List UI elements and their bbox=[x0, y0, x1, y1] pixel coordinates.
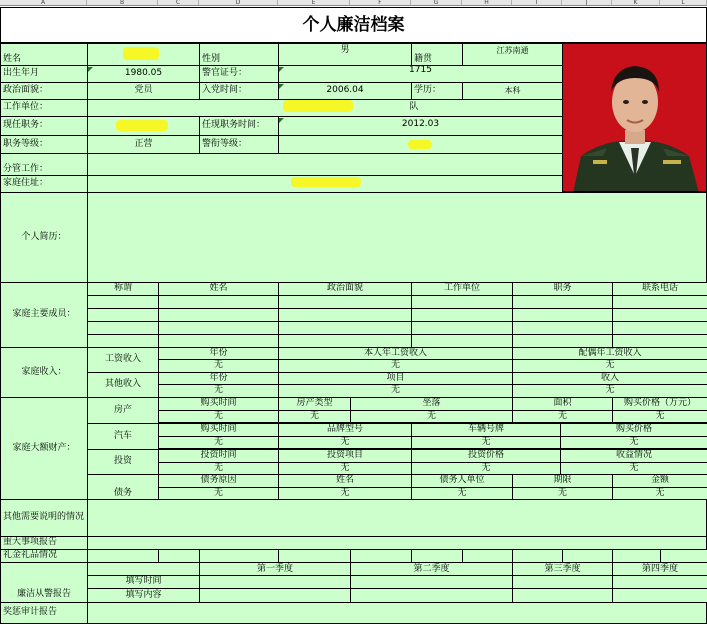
income-value-cell[interactable]: 无 bbox=[158, 384, 279, 398]
family-cell[interactable] bbox=[512, 295, 613, 309]
car-label: 汽车 bbox=[87, 423, 159, 450]
income-value-cell[interactable]: 无 bbox=[512, 384, 707, 398]
family-cell[interactable] bbox=[512, 334, 613, 348]
invest-header-cell: 投资价格 bbox=[411, 449, 561, 463]
family-cell[interactable] bbox=[278, 334, 412, 348]
family-header-cell: 称谓 bbox=[87, 282, 159, 296]
family-cell[interactable] bbox=[158, 308, 279, 322]
other-income-label: 其他收入 bbox=[87, 372, 159, 398]
house-value-cell[interactable]: 无 bbox=[350, 410, 513, 423]
family-cell[interactable] bbox=[87, 308, 159, 322]
debt-label: 债务 bbox=[87, 474, 159, 500]
comment-marker bbox=[279, 118, 284, 123]
debt-value-cell[interactable]: 无 bbox=[278, 487, 412, 500]
family-cell[interactable] bbox=[612, 308, 707, 322]
income-value-cell[interactable]: 无 bbox=[512, 359, 707, 373]
fill-content-label: 填写内容 bbox=[87, 588, 200, 603]
family-cell[interactable] bbox=[411, 295, 513, 309]
column-header[interactable]: K bbox=[612, 0, 660, 6]
house-value-cell[interactable]: 无 bbox=[158, 410, 279, 423]
family-cell[interactable] bbox=[87, 321, 159, 335]
gift-cell[interactable] bbox=[512, 549, 563, 563]
origin-value[interactable]: 江苏南通 bbox=[462, 43, 563, 66]
column-header[interactable]: C bbox=[158, 0, 199, 6]
fill-time-cell[interactable] bbox=[350, 575, 513, 589]
family-cell[interactable] bbox=[411, 308, 513, 322]
work-unit-value[interactable]: 队 bbox=[87, 99, 563, 117]
family-cell[interactable] bbox=[612, 295, 707, 309]
gift-cell[interactable] bbox=[199, 549, 279, 563]
portrait-image bbox=[563, 44, 707, 192]
debt-header-cell: 债务人单位 bbox=[411, 474, 513, 488]
fill-content-cell[interactable] bbox=[612, 588, 707, 603]
income-header-cell: 年份 bbox=[158, 372, 279, 386]
column-header[interactable]: H bbox=[462, 0, 512, 6]
family-label: 家庭主要成员： bbox=[0, 282, 88, 348]
income-value-cell[interactable]: 无 bbox=[158, 359, 279, 373]
gift-cell[interactable] bbox=[87, 549, 159, 563]
gift-cell[interactable] bbox=[278, 549, 351, 563]
house-header-cell: 购买时间 bbox=[158, 397, 279, 411]
column-header[interactable]: G bbox=[411, 0, 462, 6]
debt-value-cell[interactable]: 无 bbox=[411, 487, 513, 500]
house-header-cell: 购买价格（万元） bbox=[612, 397, 707, 411]
party-date-label: 入党时间： bbox=[199, 82, 279, 100]
income-header-cell: 项目 bbox=[278, 372, 513, 386]
redaction-mark bbox=[116, 120, 168, 131]
family-cell[interactable] bbox=[87, 295, 159, 309]
politics-value[interactable]: 党员 bbox=[87, 82, 200, 100]
income-header-cell: 收入 bbox=[512, 372, 707, 386]
family-cell[interactable] bbox=[278, 295, 412, 309]
police-id-value[interactable]: 1715 bbox=[278, 65, 563, 83]
family-header-cell: 工作单位 bbox=[411, 282, 513, 296]
debt-value-cell[interactable]: 无 bbox=[512, 487, 613, 500]
house-header-cell: 面积 bbox=[512, 397, 613, 411]
gender-value[interactable]: 男 bbox=[278, 43, 412, 66]
family-cell[interactable] bbox=[158, 334, 279, 348]
car-header-cell: 品牌型号 bbox=[278, 423, 412, 437]
assets-label: 家庭大额财产： bbox=[0, 397, 88, 500]
comment-marker bbox=[279, 84, 284, 89]
integrity-label: 廉洁从警报告 bbox=[0, 562, 88, 603]
debt-header-cell: 期限 bbox=[512, 474, 613, 488]
invest-header-cell: 投资时间 bbox=[158, 449, 279, 463]
house-value-cell[interactable]: 无 bbox=[612, 410, 707, 423]
family-header-cell: 政治面貌 bbox=[278, 282, 412, 296]
birth-label: 出生年月 bbox=[0, 65, 88, 83]
comment-marker bbox=[88, 67, 93, 72]
fill-time-cell[interactable] bbox=[612, 575, 707, 589]
other-notes-label: 其他需要说明的情况 bbox=[0, 499, 88, 537]
column-header[interactable]: I bbox=[512, 0, 562, 6]
family-cell[interactable] bbox=[612, 321, 707, 335]
family-cell[interactable] bbox=[612, 334, 707, 348]
fill-content-cell[interactable] bbox=[512, 588, 613, 603]
income-label: 家庭收入： bbox=[0, 347, 88, 398]
invest-header-cell: 收益情况 bbox=[560, 449, 707, 463]
fill-content-cell[interactable] bbox=[199, 588, 351, 603]
debt-value-cell[interactable]: 无 bbox=[612, 487, 707, 500]
gift-cell[interactable] bbox=[158, 549, 200, 563]
work-unit-label: 工作单位： bbox=[0, 99, 88, 117]
division-value[interactable] bbox=[87, 153, 563, 176]
income-value-cell[interactable]: 无 bbox=[278, 384, 513, 398]
family-header-cell: 联系电话 bbox=[612, 282, 707, 296]
invest-header-cell: 投资项目 bbox=[278, 449, 412, 463]
income-header-cell: 配偶年工资收入 bbox=[512, 347, 707, 361]
gender-label: 性别 bbox=[199, 43, 279, 66]
house-label: 房产 bbox=[87, 397, 159, 424]
column-header[interactable]: L bbox=[660, 0, 707, 6]
redaction-mark bbox=[123, 47, 159, 60]
car-value-cell[interactable]: 无 bbox=[560, 436, 707, 449]
invest-value-cell[interactable]: 无 bbox=[278, 462, 412, 475]
family-cell[interactable] bbox=[87, 334, 159, 348]
family-cell[interactable] bbox=[278, 308, 412, 322]
audit-value[interactable] bbox=[87, 602, 707, 624]
car-header-cell: 车辆号牌 bbox=[411, 423, 561, 437]
house-value-cell[interactable]: 无 bbox=[278, 410, 351, 423]
quarter-header-cell: 第一季度 bbox=[199, 562, 351, 577]
gift-cell[interactable] bbox=[612, 549, 661, 563]
gift-label: 礼金礼品情况 bbox=[0, 549, 88, 563]
income-header-cell: 年份 bbox=[158, 347, 279, 361]
quarter-header-cell: 第二季度 bbox=[350, 562, 513, 577]
car-value-cell[interactable]: 无 bbox=[158, 436, 279, 449]
audit-label: 奖惩审计报告 bbox=[0, 602, 88, 624]
redaction-mark bbox=[408, 140, 432, 149]
column-header[interactable]: F bbox=[350, 0, 411, 6]
column-header[interactable]: E bbox=[278, 0, 350, 6]
income-header-cell: 本人年工资收入 bbox=[278, 347, 513, 361]
position-date-value[interactable]: 2012.03 bbox=[278, 116, 563, 136]
other-notes-value[interactable] bbox=[87, 499, 707, 537]
invest-value-cell[interactable]: 无 bbox=[158, 462, 279, 475]
income-value-cell[interactable]: 无 bbox=[278, 359, 513, 373]
major-report-value[interactable] bbox=[87, 536, 707, 550]
comment-marker bbox=[279, 67, 284, 72]
salary-income-label: 工资收入 bbox=[87, 347, 159, 373]
gift-cell[interactable] bbox=[350, 549, 412, 563]
house-value-cell[interactable]: 无 bbox=[512, 410, 613, 423]
car-value-cell[interactable]: 无 bbox=[278, 436, 412, 449]
debt-header-cell: 金额 bbox=[612, 474, 707, 488]
division-label: 分管工作： bbox=[0, 153, 88, 176]
name-label: 姓名 bbox=[0, 43, 88, 66]
fill-time-cell[interactable] bbox=[199, 575, 351, 589]
debt-header-cell: 债务原因 bbox=[158, 474, 279, 488]
column-header[interactable]: A bbox=[0, 0, 87, 6]
redaction-mark bbox=[291, 177, 361, 187]
debt-header-cell: 姓名 bbox=[278, 474, 412, 488]
police-id-label: 警官证号： bbox=[199, 65, 279, 83]
birth-value[interactable]: 1980.05 bbox=[87, 65, 200, 83]
family-cell[interactable] bbox=[411, 334, 513, 348]
origin-label: 籍贯 bbox=[411, 43, 463, 66]
quarter-header-cell: 第四季度 bbox=[612, 562, 707, 577]
family-header-cell: 姓名 bbox=[158, 282, 279, 296]
column-header[interactable]: B bbox=[87, 0, 158, 6]
portrait-photo bbox=[562, 43, 707, 192]
rank-value[interactable]: 正营 bbox=[87, 135, 200, 154]
invest-value-cell[interactable]: 无 bbox=[560, 462, 707, 475]
family-header-cell: 职务 bbox=[512, 282, 613, 296]
position-date-label: 任现职务时间： bbox=[199, 116, 279, 136]
gift-cell[interactable] bbox=[462, 549, 513, 563]
major-report-label: 重大事项报告 bbox=[0, 536, 88, 550]
car-header-cell: 购买价格 bbox=[560, 423, 707, 437]
rank-label: 职务等级： bbox=[0, 135, 88, 154]
house-header-cell: 坐落 bbox=[350, 397, 513, 411]
family-cell[interactable] bbox=[512, 308, 613, 322]
address-label: 家庭住址： bbox=[0, 175, 88, 193]
debt-value-cell[interactable]: 无 bbox=[158, 487, 279, 500]
edu-value[interactable]: 本科 bbox=[462, 82, 563, 100]
car-value-cell[interactable]: 无 bbox=[411, 436, 561, 449]
fill-time-label: 填写时间 bbox=[87, 575, 200, 589]
invest-value-cell[interactable]: 无 bbox=[411, 462, 561, 475]
invest-label: 投资 bbox=[87, 449, 159, 475]
family-cell[interactable] bbox=[512, 321, 613, 335]
police-rank-label: 警衔等级： bbox=[199, 135, 279, 154]
party-date-value[interactable]: 2006.04 bbox=[278, 82, 412, 100]
family-cell[interactable] bbox=[278, 321, 412, 335]
resume-value[interactable] bbox=[87, 192, 707, 283]
resume-label: 个人简历： bbox=[0, 192, 88, 283]
redaction-mark bbox=[283, 100, 353, 112]
gift-cell[interactable] bbox=[411, 549, 463, 563]
page-title: 个人廉洁档案 bbox=[0, 7, 707, 43]
gift-cell[interactable] bbox=[660, 549, 707, 563]
family-cell[interactable] bbox=[158, 321, 279, 335]
fill-time-cell[interactable] bbox=[512, 575, 613, 589]
house-header-cell: 房产类型 bbox=[278, 397, 351, 411]
fill-content-cell[interactable] bbox=[350, 588, 513, 603]
quarter-header-cell: 第三季度 bbox=[512, 562, 613, 577]
family-cell[interactable] bbox=[411, 321, 513, 335]
politics-label: 政治面貌： bbox=[0, 82, 88, 100]
column-header[interactable]: J bbox=[562, 0, 612, 6]
family-cell[interactable] bbox=[158, 295, 279, 309]
car-header-cell: 购买时间 bbox=[158, 423, 279, 437]
gift-cell[interactable] bbox=[562, 549, 613, 563]
position-label: 现任职务： bbox=[0, 116, 88, 136]
column-header[interactable]: D bbox=[199, 0, 278, 6]
edu-label: 学历： bbox=[411, 82, 463, 100]
